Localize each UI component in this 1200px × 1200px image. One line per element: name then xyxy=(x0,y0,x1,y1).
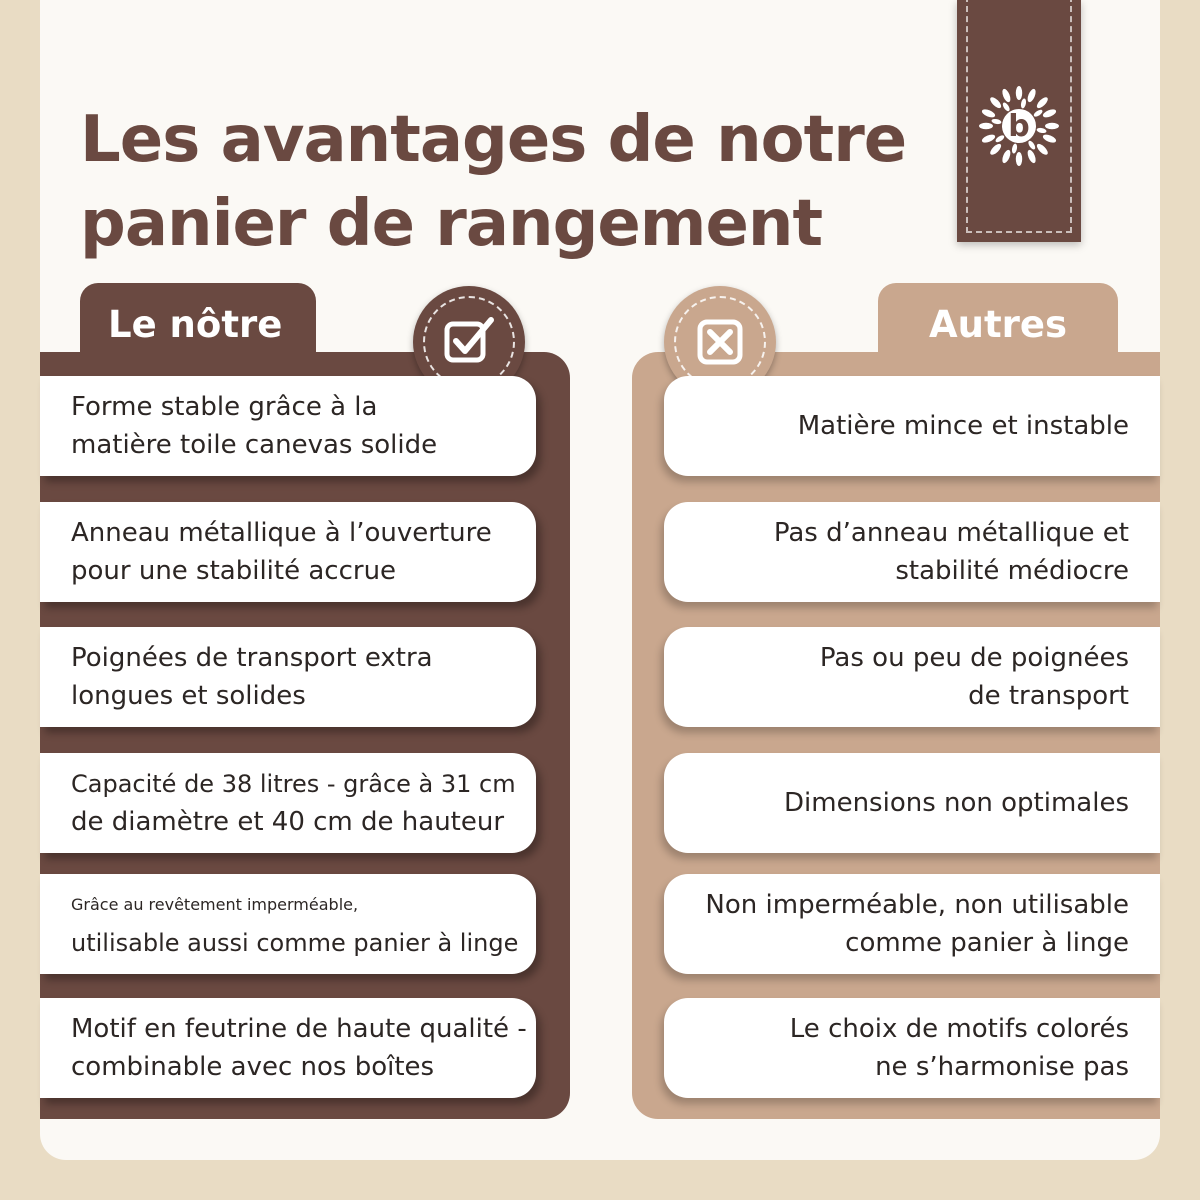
brand-tag xyxy=(957,0,1081,242)
title-line-1: Les avantages de notre xyxy=(80,103,907,177)
right-item-card xyxy=(664,874,1160,974)
flower-logo-icon xyxy=(979,86,1059,166)
left-item-line: combinable avec nos boîtes xyxy=(71,1052,435,1082)
right-item-line: Pas d’anneau métallique et xyxy=(773,518,1129,548)
right-item-card xyxy=(664,627,1160,727)
left-item-card xyxy=(40,627,536,727)
left-item-card xyxy=(40,874,536,974)
right-item-card xyxy=(664,998,1160,1098)
left-column-header-label: Le nôtre xyxy=(108,303,283,346)
right-item-line: Matière mince et instable xyxy=(797,411,1129,441)
brand-logo-letter: b xyxy=(1008,109,1030,144)
left-item-line: de diamètre et 40 cm de hauteur xyxy=(71,807,505,837)
checkbox-cross-icon xyxy=(690,312,750,372)
right-item-line: Pas ou peu de poignées xyxy=(819,643,1129,673)
left-item-line: matière toile canevas solide xyxy=(71,430,438,460)
left-item-line: Grâce au revêtement imperméable, xyxy=(71,895,359,914)
checkbox-check-icon xyxy=(439,312,499,372)
left-item-card xyxy=(40,998,536,1098)
left-item-line: Capacité de 38 litres - grâce à 31 cm xyxy=(71,770,516,798)
left-item-line: utilisable aussi comme panier à linge xyxy=(71,929,519,957)
left-item-line: Poignées de transport extra xyxy=(71,643,433,673)
left-item-line: pour une stabilité accrue xyxy=(71,556,397,586)
right-column-header-label: Autres xyxy=(928,303,1068,346)
right-item-card xyxy=(664,502,1160,602)
page-title xyxy=(80,98,906,266)
right-item-line: Non imperméable, non utilisable xyxy=(705,890,1129,920)
right-item-line: Le choix de motifs colorés xyxy=(789,1014,1129,1044)
left-item-card xyxy=(40,502,536,602)
right-item-card xyxy=(664,376,1160,476)
right-item-line: ne s’harmonise pas xyxy=(875,1052,1129,1082)
title-line-2: panier de rangement xyxy=(80,187,823,261)
right-item-line: comme panier à linge xyxy=(845,928,1129,958)
right-item-line: Dimensions non optimales xyxy=(784,788,1129,818)
right-item-line: de transport xyxy=(968,681,1129,711)
left-item-line: Motif en feutrine de haute qualité - xyxy=(71,1014,527,1044)
left-item-line: Forme stable grâce à la xyxy=(71,392,378,422)
left-item-card xyxy=(40,753,536,853)
left-item-card xyxy=(40,376,536,476)
right-item-line: stabilité médiocre xyxy=(895,556,1129,586)
right-item-card xyxy=(664,753,1160,853)
left-item-line: longues et solides xyxy=(71,681,306,711)
left-item-line: Anneau métallique à l’ouverture xyxy=(71,518,492,548)
